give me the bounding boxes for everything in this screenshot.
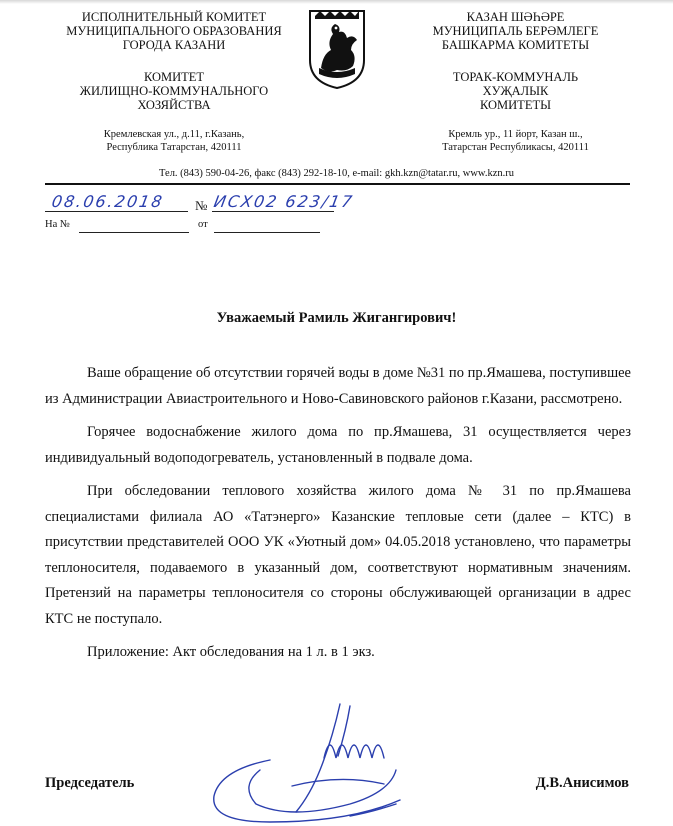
handwritten-number: ИСХ02 623/17 — [212, 192, 356, 211]
from-underline — [214, 232, 320, 233]
handwritten-date: 08.06.2018 — [50, 192, 166, 211]
left-address-line: Кремлевская ул., д.11, г.Казань, — [103, 129, 245, 140]
right-org-line: БАШКАРМА КОМИТЕТЫ — [441, 38, 590, 52]
right-committee-line: КОМИТЕТЫ — [479, 98, 551, 112]
right-committee-line: ХУҖАЛЫК — [482, 84, 549, 98]
right-address-line: Татарстан Республикасы, 420111 — [442, 142, 589, 153]
date-underline — [45, 211, 188, 212]
right-org-line: КАЗАН ШӘҺӘРЕ — [466, 10, 565, 24]
header-divider — [45, 183, 630, 185]
body-paragraph: Горячее водоснабжение жилого дома по пр.Ямашева, 31 осуществляется через индивидуальный водоподогреватель, установленный в подвале дома. — [45, 424, 631, 466]
body-paragraph: Ваше обращение об отсутствии горячей воды в доме №31 по пр.Ямашева, поступившее из Администрации Авиастроительного и Ново-Савиновского районов г.Казани, рассмотрено. — [45, 365, 631, 407]
ref-label: На № — [45, 219, 70, 230]
right-org-line: МУНИЦИПАЛЬ БЕРӘМЛЕГЕ — [432, 24, 599, 38]
right-address — [408, 128, 623, 154]
number-underline — [212, 211, 334, 212]
from-label: от — [198, 219, 208, 230]
contact-line: Тел. (843) 590-04-26, факс (843) 292-18-10, e-mail: gkh.kzn@tatar.ru, www.kzn.ru — [159, 168, 514, 179]
letter-body — [45, 361, 631, 674]
left-committee-name — [58, 70, 290, 112]
left-committee-line: КОМИТЕТ — [143, 70, 205, 84]
attachment-note: Приложение: Акт обследования на 1 л. в 1 экз. — [87, 644, 375, 660]
handwritten-signature — [200, 700, 410, 826]
right-committee-line: ТОРАК-КОММУНАЛЬ — [452, 70, 579, 84]
ref-underline — [79, 232, 189, 233]
right-committee-name — [408, 70, 623, 112]
scan-edge — [0, 0, 673, 4]
signatory-position: Председатель — [45, 775, 135, 791]
right-org-name — [408, 10, 623, 52]
left-org-line: МУНИЦИПАЛЬНОГО ОБРАЗОВАНИЯ — [66, 24, 282, 38]
right-address-line: Кремль ур., 11 йорт, Казан ш., — [448, 129, 583, 140]
left-org-line: ИСПОЛНИТЕЛЬНЫЙ КОМИТЕТ — [81, 10, 267, 24]
left-committee-line: ЖИЛИЩНО-КОММУНАЛЬНОГО — [79, 84, 269, 98]
left-org-line: ГОРОДА КАЗАНИ — [122, 38, 226, 52]
number-sign: № — [195, 198, 208, 213]
left-org-name — [58, 10, 290, 52]
left-committee-line: ХОЗЯЙСТВА — [137, 98, 211, 112]
salutation: Уважаемый Рамиль Жигангирович! — [216, 310, 457, 326]
signatory-name: Д.В.Анисимов — [535, 775, 629, 791]
body-paragraph: При обследовании теплового хозяйства жилого дома № 31 по пр.Ямашева специалистами филиала АО «Татэнерго» Казанские тепловые сети (далее – КТС) в присутствии представителей ООО УК «Уютный дом» 04.05.2018 установлено, что параметры теплоносителя, подаваемого в указанный дом, соответствуют нормативным значениям. Претензий на параметры теплоносителя со стороны обслуживающей организации в адрес КТС не поступало. — [45, 483, 631, 627]
left-address-line: Республика Татарстан, 420111 — [106, 142, 242, 153]
left-address — [58, 128, 290, 154]
kazan-coat-of-arms-icon — [307, 8, 367, 90]
